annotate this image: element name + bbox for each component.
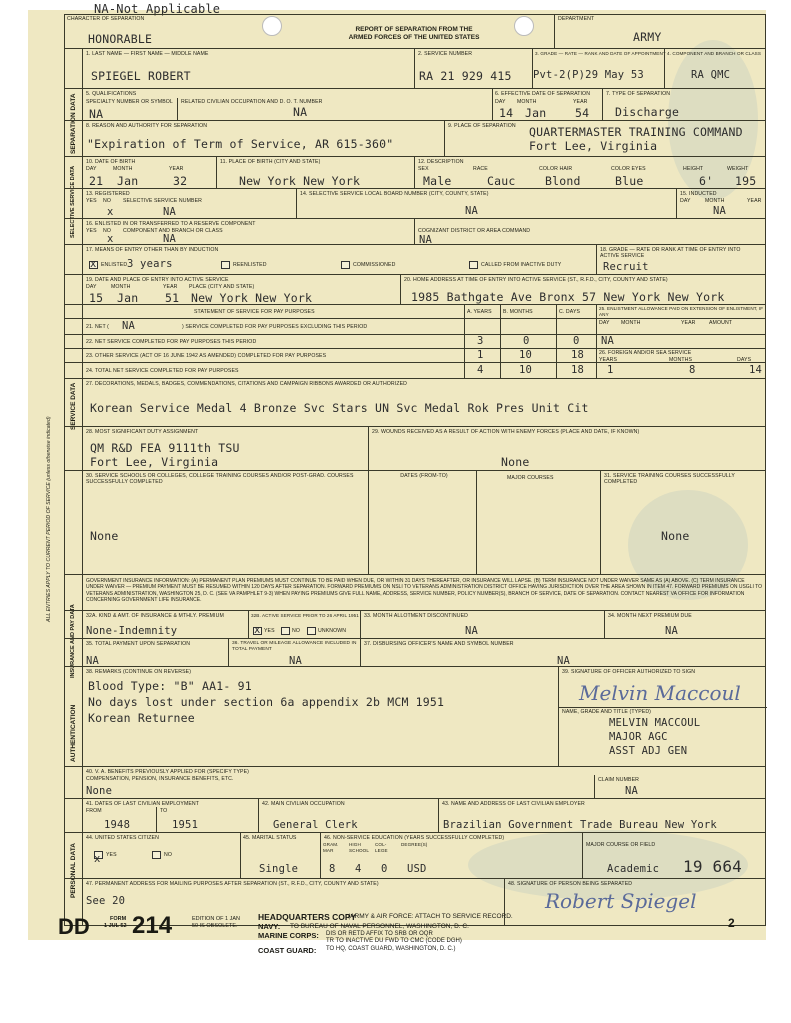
travel-allowance-value: NA [289, 655, 303, 667]
entry-date-label: 19. DATE AND PLACE OF ENTRY INTO ACTIVE SERVICE [86, 277, 229, 283]
form-paper: NA-Not Applicable SEPARATION DATA SELECTIVE SERVICE DATA SERVICE DATA INSURANCE AND PAY DATA AUTHENTICATION PERSONAL DATA ALL ENTRIES APPLY TO CURRENT PERIOD OF SERVICE (unless otherwise indicated) CHARACTER OF SEPARATION HONORABLE DEPARTMENT ARMY REPORT OF SEPARATION FROM THE ARMED FORCES OF THE UNITED STATES 1. LAST NAME — FIRST NAME — MIDDLE NAME SPIEGEL ROBERT 2. SERVICE NUMBER RA 21 929 415 3. GRADE — RATE — RANK AND DATE OF APPOINTMENT Pvt-2(P)29 May 53 4. COMPONENT AND BRANCH OR CLASS RA QMC 5. QUALIFICATIONS SPECIALTY NUMBER OR SYMBOL RELATED CIVILIAN OCCUPATION AND D. O. T. NUMBER NA NA 6. EFFECTIVE DATE OF SEPARATION DAY MONTH YEAR 14 Jan 54 7. TYPE OF SEPARATION Discharge 8. REASON AND AUTHORITY FOR SEPARATION "Expiration of Term of Service, AR 615-360" 9. PLACE OF SEPARATION QUARTERMASTER TRAINING COMMAND Fort Lee, Virginia 10. DATE OF BIRTH DAY MONTH YEAR 21 Jan 32 11. PLACE OF BIRTH (CITY AND STATE) New York New York 12. DESCRIPTION SEX RACE COLOR HAIR COLOR EYES HEIGHT WEIGHT Male Cauc Blond Blue 6' 195 13. REGISTERED YES NO SELECTIVE SERVICE NUMBER x NA 14. SELECTIVE SERVICE LOCAL BOARD NUMBER (CITY, COUNTY, STATE) NA 15. INDUCTED DAY MONTH YEAR NA 16. ENLISTED IN OR TRANSFERRED TO A RESERVE COMPONENT YES NO COMPONENT AND BRANCH OR CLASS x NA COGNIZANT DISTRICT OR AREA COMMAND NA 17. MEANS OF ENTRY OTHER THAN BY INDUCTION x ENLISTED 3 years REENLISTED COMMISSIONED CALLED FROM INACTIVE DUTY 18. GRADE — RATE OR RANK AT TIME OF ENTRY INTO ACTIVE SERVICE Recruit 19. DATE AND PLACE OF ENTRY INTO ACTIVE SERVICE DAY MONTH YEAR PLACE (CITY AND STATE) 15 Jan 51 New York New York 20. HOME ADDRESS AT TIME OF ENTRY INTO ACTIVE SERVICE (ST., R.F.D., CITY, COUNTY AND STATE) 1985 Bathgate Ave Bronx 57 New York New York STATEMENT OF SERVICE FOR PAY PURPOSES A. YEARS B. MONTHS C. DAYS 25. ENLISTMENT ALLOWANCE PAID ON EXTENSION OF ENLISTMENT, IF ANY 21. NET ( NA ) SERVICE COMPLETED FOR PAY PURPOSES EXCLUDING THIS PERIOD DAY MONTH YEAR AMOUNT 22. NET SERVICE COMPLETED FOR PAY PURPOSES THIS PERIOD 3 0 0 NA 23. OTHER SERVICE (ACT OF 16 JUNE 1942 AS AMENDED) COMPLETED FOR PAY PURPOSES 1 10 18 26. FOREIGN AND/OR SEA SERVICE YEARS MONTHS DAYS 24. TOTAL NET SERVICE COMPLETED FOR PAY PURPOSES 4 10 18 1 8 14 27. DECORATIONS, MEDALS, BADGES, COMMENDATIONS, CITATIONS AND CAMPAIGN RIBBONS AWARDED OR AUTHORIZED Korean Service Medal 4 Bronze Svc Stars UN Svc Medal Rok Pres Unit Cit 28. MOST SIGNIFICANT DUTY ASSIGNMENT QM R&D FEA 9111th TSU Fort Lee, Virginia 29. WOUNDS RECEIVED AS A RESULT OF ACTION WITH ENEMY FORCES (PLACE AND DATE, IF KNOWN) None 30. SERVICE SCHOOLS OR COLLEGES, COLLEGE TRAINING COURSES AND/OR POST-GRAD. COURSES SUCCESSFULLY COMPLETED None DATES (FROM-TO) MAJOR COURSES 31. SERVICE TRAINING COURSES SUCCESSFULLY COMPLETED None GOVERNMENT INSURANCE INFORMATION: (A) PERMANENT PLAN PREMIUMS MUST CONTINUE TO BE PAID WHEN DUE, OR WITHIN 31 DAYS THEREAFTER, OR INSURANCE WILL LAPSE. (B) TERM INSURANCE NOT UNDER WAIVER SAME AS (A) ABOVE. (C) TERM INSURANCE UNDER WAIVER — PREMIUM PAYMENT MUST BE RESUMED WITHIN 120 DAYS AFTER SEPARATION. FORWARD PREMIUMS ON NSLI TO VETERANS ADMINISTRATION DISTRICT OFFICE HAVING JURISDICTION OVER THE AREA SHOWN IN ITEM 47. FORWARD PREMIUMS ON USGLI TO VETERANS ADMINISTRATION, WASHINGTON 25, D. C. (SEE VA PAMPHLET 9-3) WHEN PAYING PREMIUMS GIVE FULL NAME, ADDRESS, SERVICE NUMBER, POLICY NUMBER(S), BRANCH OF SERVICE, DATE OF SEPARATION. CONTACT NEAREST VA OFFICE FOR INFORMATION CONCERNING GOVERNMENT LIFE INSURANCE. 32A. KIND & AMT. OF INSURANCE & MTHLY. PREMIUM None-Indemnity 32B. ACTIVE SERVICE PRIOR TO 26 APRIL 1951 x YES NO UNKNOWN 33. MONTH ALLOTMENT DISCONTINUED NA 34. MONTH NEXT PREMIUM DUE NA 35. TOTAL PAYMENT UPON SEPARATION NA 36. TRAVEL OR MILEAGE ALLOWANCE INCLUDED IN TOTAL PAYMENT NA 37. DISBURSING OFFICER'S NAME AND SYMBOL NUMBER NA 38. REMARKS (CONTINUE ON REVERSE) Blood Type: "B" AA1- 91 No days lost under section 6a appendix 2b MCM 1951 Korean Returnee 39. SIGNATURE OF OFFICER AUTHORIZED TO SIGN Melvin Maccoul NAME, GRADE AND TITLE (TYPED) MELVIN MACCOUL MAJOR AGC ASST ADJ GEN 40. V. A. BENEFITS PREVIOUSLY APPLIED FOR (SPECIFY TYPE) COMPENSATION, PENSION, INSURANCE BENEFITS, ETC. None CLAIM NUMBER NA 41. DATES OF LAST CIVILIAN EMPLOYMENT FROM TO 1948 1951 42. MAIN CIVILIAN OCCUPATION General Clerk 43. NAME AND ADDRESS OF LAST CIVILIAN EMPLOYER Brazilian Government Trade Bureau New York 44. UNITED STATES CITIZEN x YES NO 45. MARITAL STATUS Single 46. NON-SERVICE EDUCATION (YEARS SUCCESSFULLY COMPLETED) GRAM. MAR HIGH SCHOOL COL-LEGE DEGREE(S) 8 4 0 USD MAJOR COURSE OR FIELD Academic 19 664 47. PERMANENT ADDRESS FOR MAILING PURPOSES AFTER SEPARATION (ST., R.F.D., CITY, COUNTY AND STATE) See 20 48. SIGNATURE OF PERSON BEING SEPARATED Robert Spiegel DD FORM 1 JUL 52 214 EDITION OF 1 JAN 50 IS OBSOLETE. HEADQUARTERS COPY (ARMY & AIR FORCE: ATTACH TO SERVICE RECORD. NAVY: TO BUREAU OF NAVAL PERSONNEL, WASHINGTON, D. C. MARINE CORPS: DIS OR RETD AFFIX TO SRB OR OQR TR TO INACTIVE DU FWD TO CMC (CODE DGH) COAST GUARD: TO HQ, COAST GUARD, WASHINGTON, D. C.) 2 [28, 10, 766, 940]
enlistment-allowance-value: NA [601, 335, 615, 347]
char-value: HONORABLE [88, 32, 153, 46]
inducted-label: 15. INDUCTED [680, 191, 717, 197]
row-10-12 [64, 156, 766, 188]
pob-value: New York New York [239, 174, 361, 188]
dob-cell: 10. DATE OF BIRTH DAY MONTH YEAR 21 Jan 32 [82, 157, 216, 188]
statement-header-row: STATEMENT OF SERVICE FOR PAY PURPOSES A. YEARS B. MONTHS C. DAYS 25. ENLISTMENT ALLOWANCE PAID ON EXTENSION OF ENLISTMENT, IF ANY [64, 304, 766, 318]
eyes-value: Blue [615, 174, 644, 188]
entry-month: Jan [117, 291, 139, 305]
row-27 [64, 378, 766, 426]
registered-no-mark: x [107, 206, 114, 218]
row-17-18 [64, 244, 766, 274]
weight-value: 195 [735, 174, 757, 188]
inducted-cell: 15. INDUCTED DAY MONTH YEAR NA [676, 189, 766, 218]
grammar-years: 8 [329, 863, 336, 875]
total-payment-value: NA [86, 655, 100, 667]
pob-cell [216, 157, 414, 188]
side-label-insurance: INSURANCE AND PAY DATA [70, 604, 76, 678]
local-board-cell [296, 189, 676, 218]
called-checkbox[interactable] [469, 261, 478, 269]
hq-copy-label: HEADQUARTERS COPY [258, 912, 357, 922]
duty-value-2: Fort Lee, Virginia [90, 455, 219, 469]
reserve-comp-value: NA [163, 233, 177, 245]
statement-label: STATEMENT OF SERVICE FOR PAY PURPOSES [194, 309, 315, 315]
employer-value: Brazilian Government Trade Bureau New York [443, 819, 717, 831]
reason-cell [82, 121, 444, 156]
member-signature: Robert Spiegel [545, 889, 697, 913]
row-32-34 [64, 610, 766, 638]
na-annotation: NA-Not Applicable [94, 2, 221, 16]
row-24: 24. TOTAL NET SERVICE COMPLETED FOR PAY PURPOSES 4 10 18 1 8 14 [64, 362, 766, 378]
effective-month: Jan [525, 106, 547, 120]
allotment-value: NA [465, 625, 479, 637]
decorations-value: Korean Service Medal 4 Bronze Svc Stars UN Svc Medal Rok Pres Unit Cit [90, 401, 589, 415]
high-school-years: 4 [355, 863, 362, 875]
prior-service-no-checkbox[interactable] [281, 627, 290, 635]
component-value: RA QMC [691, 69, 731, 81]
grade-at-entry-label: 18. GRADE — RATE OR RANK AT TIME OF ENTRY INTO ACTIVE SERVICE [600, 247, 741, 259]
stamp-number: 19 664 [683, 857, 742, 876]
reserve-no-mark: x [107, 233, 114, 245]
separation-type-label: 7. TYPE OF SEPARATION [606, 91, 671, 97]
training-value: None [661, 529, 690, 543]
component-label: 4. COMPONENT AND BRANCH OR CLASS [667, 51, 761, 56]
employment-to: 1951 [172, 819, 199, 831]
form-dd: DD [58, 914, 90, 939]
grade-cell [532, 49, 664, 88]
row-1-4 [64, 48, 766, 88]
form-grid [64, 14, 764, 934]
row-28-29 [64, 426, 766, 470]
mailing-address-value: See 20 [86, 895, 126, 907]
side-label-separation: SEPARATION DATA [70, 93, 77, 154]
row-23: 23. OTHER SERVICE (ACT OF 16 JUNE 1942 AS AMENDED) COMPLETED FOR PAY PURPOSES 1 10 18 26. FOREIGN AND/OR SEA SERVICE YEARS MONTHS DAYS [64, 348, 766, 362]
effective-year: 54 [575, 106, 590, 120]
civ-occupation-value: NA [293, 105, 308, 119]
remarks-line-2: No days lost under section 6a appendix 2b MCM 1951 [88, 695, 445, 709]
inducted-value: NA [713, 205, 727, 217]
effective-date-cell: 6. EFFECTIVE DATE OF SEPARATION DAY MONTH YEAR 14 Jan 54 [492, 89, 602, 120]
row-47-48: 47. PERMANENT ADDRESS FOR MAILING PURPOSES AFTER SEPARATION (ST., R.F.D., CITY, COUNTY AND STATE) See 20 48. SIGNATURE OF PERSON BEING SEPARATED Robert Spiegel [64, 878, 766, 926]
commissioned-checkbox[interactable] [341, 261, 350, 269]
degree-value: USD [407, 863, 427, 875]
prior-service-cell: 32B. ACTIVE SERVICE PRIOR TO 26 APRIL 1951 x YES NO UNKNOWN [248, 611, 360, 638]
dob-day: 21 [89, 174, 104, 188]
effective-date-label: 6. EFFECTIVE DATE OF SEPARATION [495, 91, 591, 97]
local-board-value: NA [465, 205, 479, 217]
disbursing-value: NA [557, 655, 571, 667]
citizen-no-checkbox[interactable] [152, 851, 161, 859]
claim-number-value: NA [625, 785, 639, 797]
registered-label: 13. REGISTERED [86, 191, 130, 197]
row-13-15 [64, 188, 766, 218]
training-label: 31. SERVICE TRAINING COURSES SUCCESSFULLY COMPLETED [604, 473, 735, 485]
premium-cell: 34. MONTH NEXT PREMIUM DUE NA [604, 611, 766, 638]
row-35-37: 35. TOTAL PAYMENT UPON SEPARATION NA 36. TRAVEL OR MILEAGE ALLOWANCE INCLUDED IN TOTAL PAYMENT NA 37. DISBURSING OFFICER'S NAME AND SYMBOL NUMBER NA [64, 638, 766, 666]
home-address-cell [400, 275, 766, 304]
effective-day: 14 [499, 106, 514, 120]
schools-label: 30. SERVICE SCHOOLS OR COLLEGES, COLLEGE TRAINING COURSES AND/OR POST-GRAD. COURSES SUCCESSFULLY COMPLETED [86, 473, 354, 485]
insurance-info-row [64, 574, 766, 610]
side-label-auth: AUTHENTICATION [70, 704, 77, 762]
form-title [314, 26, 514, 42]
component-cell [664, 49, 766, 88]
remarks-label: 38. REMARKS (CONTINUE ON REVERSE) [86, 669, 192, 675]
separation-type-cell [602, 89, 766, 120]
insurance-kind-label: 32A. KIND & AMT. OF INSURANCE & MTHLY. PREMIUM [86, 613, 224, 619]
officer-signature: Melvin Maccoul [579, 681, 741, 705]
name-cell [82, 49, 414, 88]
qualifications-label: 5. QUALIFICATIONS [86, 91, 137, 97]
entry-place: New York New York [191, 291, 313, 305]
officer-title: ASST ADJ GEN [609, 745, 688, 757]
row-16 [64, 218, 766, 244]
service-number-value: RA 21 929 415 [419, 69, 512, 83]
means-of-entry-label: 17. MEANS OF ENTRY OTHER THAN BY INDUCTION [86, 247, 219, 253]
dept-cell [554, 14, 766, 48]
wounds-cell [368, 427, 766, 470]
remarks-line-1: Blood Type: "B" AA1- 91 [88, 679, 252, 693]
description-cell: 12. DESCRIPTION SEX RACE COLOR HAIR COLOR EYES HEIGHT WEIGHT Male Cauc Blond Blue 6' 195 [414, 157, 766, 188]
insurance-kind-value: None-Indemnity [86, 625, 178, 637]
form-number: 214 [132, 912, 173, 939]
char-label: CHARACTER OF SEPARATION [67, 16, 145, 22]
place-separation-value-2: Fort Lee, Virginia [529, 139, 658, 153]
prior-service-unknown-checkbox[interactable] [307, 627, 316, 635]
race-value: Cauc [487, 174, 516, 188]
home-address-label: 20. HOME ADDRESS AT TIME OF ENTRY INTO ACTIVE SERVICE (ST., R.F.D., CITY, COUNTY AND STATE) [404, 277, 668, 283]
entry-day: 15 [89, 291, 104, 305]
college-years: 0 [381, 863, 388, 875]
specialty-value: NA [89, 107, 104, 121]
civilian-occupation-value: General Clerk [273, 819, 358, 831]
grade-at-entry-value: Recruit [603, 261, 649, 273]
form-title-line-2: ARMED FORCES OF THE UNITED STATES [348, 34, 480, 41]
dob-month: Jan [117, 174, 139, 188]
dob-year: 32 [173, 174, 188, 188]
cognizant-value: NA [419, 234, 433, 246]
row-38-39 [64, 666, 766, 766]
entry-date-cell: 19. DATE AND PLACE OF ENTRY INTO ACTIVE SERVICE DAY MONTH YEAR PLACE (CITY AND STATE) 15 Jan 51 New York New York [82, 275, 400, 304]
local-board-label: 14. SELECTIVE SERVICE LOCAL BOARD NUMBER (CITY, COUNTY, STATE) [300, 191, 489, 197]
home-address-value: 1985 Bathgate Ave Bronx 57 New York New York [411, 290, 725, 304]
insurance-info-text: GOVERNMENT INSURANCE INFORMATION: (A) PERMANENT PLAN PREMIUMS MUST CONTINUE TO BE PAID WHEN DUE, OR WITHIN 31 DAYS THEREAFTER, OR INSURANCE WILL LAPSE. (B) TERM INSURANCE NOT UNDER WAIVER SAME AS (A) ABOVE. (C) TERM INSURANCE UNDER WAIVER — PREMIUM PAYMENT MUST BE RESUMED WITHIN 120 DAYS AFTER SEPARATION. FORWARD PREMIUMS ON NSLI TO VETERANS ADMINISTRATION DISTRICT OFFICE HAVING JURISDICTION OVER THE AREA SHOWN IN ITEM 47. FORWARD PREMIUMS ON USGLI TO VETERANS ADMINISTRATION, WASHINGTON 25, D. C. (SEE VA PAMPHLET 9-3) WHEN PAYING PREMIUMS GIVE FULL NAME, ADDRESS, SERVICE NUMBER, POLICY NUMBER(S), BRANCH OF SERVICE, DATE OF SEPARATION. CONTACT NEAREST VA OFFICE FOR INFORMATION CONCERNING GOVERNMENT LIFE INSURANCE. [86, 578, 763, 604]
reenlisted-checkbox[interactable] [221, 261, 230, 269]
header-row [64, 14, 766, 48]
row-21: 21. NET ( NA ) SERVICE COMPLETED FOR PAY PURPOSES EXCLUDING THIS PERIOD DAY MONTH YEAR AMOUNT [64, 318, 766, 334]
dept-value: ARMY [633, 30, 662, 44]
marital-status-value: Single [259, 863, 299, 875]
officer-signature-cell: 39. SIGNATURE OF OFFICER AUTHORIZED TO SIGN Melvin Maccoul NAME, GRADE AND TITLE (TYPED) MELVIN MACCOUL MAJOR AGC ASST ADJ GEN [558, 667, 766, 766]
reason-value: "Expiration of Term of Service, AR 615-360" [87, 137, 394, 151]
place-separation-label: 9. PLACE OF SEPARATION [448, 123, 516, 129]
copy-number: 2 [728, 916, 735, 930]
duty-value-1: QM R&D FEA 9111th TSU [90, 441, 240, 455]
officer-grade: MAJOR AGC [609, 731, 668, 743]
grade-label: 3. GRADE — RATE — RANK AND DATE OF APPOINTMENT [535, 51, 666, 56]
qualifications-cell [82, 89, 492, 120]
premium-value: NA [665, 625, 679, 637]
decorations-label: 27. DECORATIONS, MEDALS, BADGES, COMMENDATIONS, CITATIONS AND CAMPAIGN RIBBONS AWARDED OR AUTHORIZED [86, 381, 407, 387]
row-41-43: 41. DATES OF LAST CIVILIAN EMPLOYMENT FROM TO 1948 1951 42. MAIN CIVILIAN OCCUPATION General Clerk 43. NAME AND ADDRESS OF LAST CIVILIAN EMPLOYER Brazilian Government Trade Bureau New York [64, 798, 766, 832]
officer-name: MELVIN MACCOUL [609, 717, 701, 729]
training-cell [600, 471, 766, 574]
place-separation-cell [444, 121, 766, 156]
service-number-label: 2. SERVICE NUMBER [418, 51, 473, 57]
reason-label: 8. REASON AND AUTHORITY FOR SEPARATION [86, 123, 208, 129]
row-30-31: 30. SERVICE SCHOOLS OR COLLEGES, COLLEGE TRAINING COURSES AND/OR POST-GRAD. COURSES SUCCESSFULLY COMPLETED None DATES (FROM-TO) MAJOR COURSES 31. SERVICE TRAINING COURSES SUCCESSFULLY COMPLETED None [64, 470, 766, 574]
means-of-entry-cell: 17. MEANS OF ENTRY OTHER THAN BY INDUCTION x ENLISTED 3 years REENLISTED COMMISSIONED CALLED FROM INACTIVE DUTY [82, 245, 596, 274]
reserve-label: 16. ENLISTED IN OR TRANSFERRED TO A RESERVE COMPONENT [86, 221, 256, 227]
row-19-20 [64, 274, 766, 304]
va-benefits-value: None [86, 785, 113, 797]
side-label-service: SERVICE DATA [70, 382, 77, 430]
name-label: 1. LAST NAME — FIRST NAME — MIDDLE NAME [86, 51, 209, 57]
separation-type-value: Discharge [615, 105, 680, 119]
row-22: 22. NET SERVICE COMPLETED FOR PAY PURPOSES THIS PERIOD 3 0 0 NA [64, 334, 766, 348]
specialty-label: SPECIALTY NUMBER OR SYMBOL [86, 99, 173, 105]
employment-from: 1948 [104, 819, 131, 831]
place-separation-value-1: QUARTERMASTER TRAINING COMMAND [529, 125, 743, 139]
ssn-value: NA [163, 206, 177, 218]
enlisted-value: 3 years [127, 258, 173, 270]
dob-label: 10. DATE OF BIRTH [86, 159, 136, 165]
side-label-personal: PERSONAL DATA [70, 843, 77, 898]
allotment-cell: 33. MONTH ALLOTMENT DISCONTINUED NA [360, 611, 604, 638]
side-label-selective: SELECTIVE SERVICE DATA [70, 165, 76, 238]
service-number-cell [414, 49, 532, 88]
row-44-46: 44. UNITED STATES CITIZEN x YES NO 45. MARITAL STATUS Single 46. NON-SERVICE EDUCATION (YEARS SUCCESSFULLY COMPLETED) GRAM. MAR HIGH SCHOOL COL-LEGE DEGREE(S) 8 4 0 USD MAJOR COURSE OR FIELD Academic 19 664 [64, 832, 766, 878]
name-value: SPIEGEL ROBERT [91, 69, 191, 83]
dept-label: DEPARTMENT [558, 16, 595, 22]
side-label-all-entries: ALL ENTRIES APPLY TO CURRENT PERIOD OF SERVICE (unless otherwise indicated) [46, 416, 52, 622]
row-8-9 [64, 120, 766, 156]
cognizant-cell [414, 219, 766, 244]
sex-value: Male [423, 174, 452, 188]
reserve-cell: 16. ENLISTED IN OR TRANSFERRED TO A RESERVE COMPONENT YES NO COMPONENT AND BRANCH OR CLASS x NA [82, 219, 414, 244]
net-service-na: NA [122, 320, 136, 332]
civ-occupation-label: RELATED CIVILIAN OCCUPATION AND D. O. T. NUMBER [181, 99, 323, 105]
form-title-line-1: REPORT OF SEPARATION FROM THE [355, 26, 473, 33]
row-5-7 [64, 88, 766, 120]
height-value: 6' [699, 174, 714, 188]
duty-label: 28. MOST SIGNIFICANT DUTY ASSIGNMENT [86, 429, 199, 435]
registered-cell: 13. REGISTERED YES NO SELECTIVE SERVICE NUMBER x NA [82, 189, 296, 218]
grade-at-entry-cell [596, 245, 766, 274]
cognizant-label: COGNIZANT DISTRICT OR AREA COMMAND [418, 228, 531, 234]
remarks-line-3: Korean Returnee [88, 711, 195, 725]
wounds-label: 29. WOUNDS RECEIVED AS A RESULT OF ACTION WITH ENEMY FORCES (PLACE AND DATE, IF KNOWN) [372, 429, 640, 435]
schools-value: None [90, 529, 119, 543]
major-value: Academic [607, 863, 660, 875]
row-40: 40. V. A. BENEFITS PREVIOUSLY APPLIED FOR (SPECIFY TYPE) COMPENSATION, PENSION, INSURANCE BENEFITS, ETC. None CLAIM NUMBER NA [64, 766, 766, 798]
entry-year: 51 [165, 291, 180, 305]
wounds-value: None [501, 455, 530, 469]
pob-label: 11. PLACE OF BIRTH (CITY AND STATE) [220, 159, 321, 165]
hair-value: Blond [545, 174, 581, 188]
description-label: 12. DESCRIPTION [418, 159, 464, 165]
grade-value: Pvt-2(P)29 May 53 [533, 69, 644, 81]
